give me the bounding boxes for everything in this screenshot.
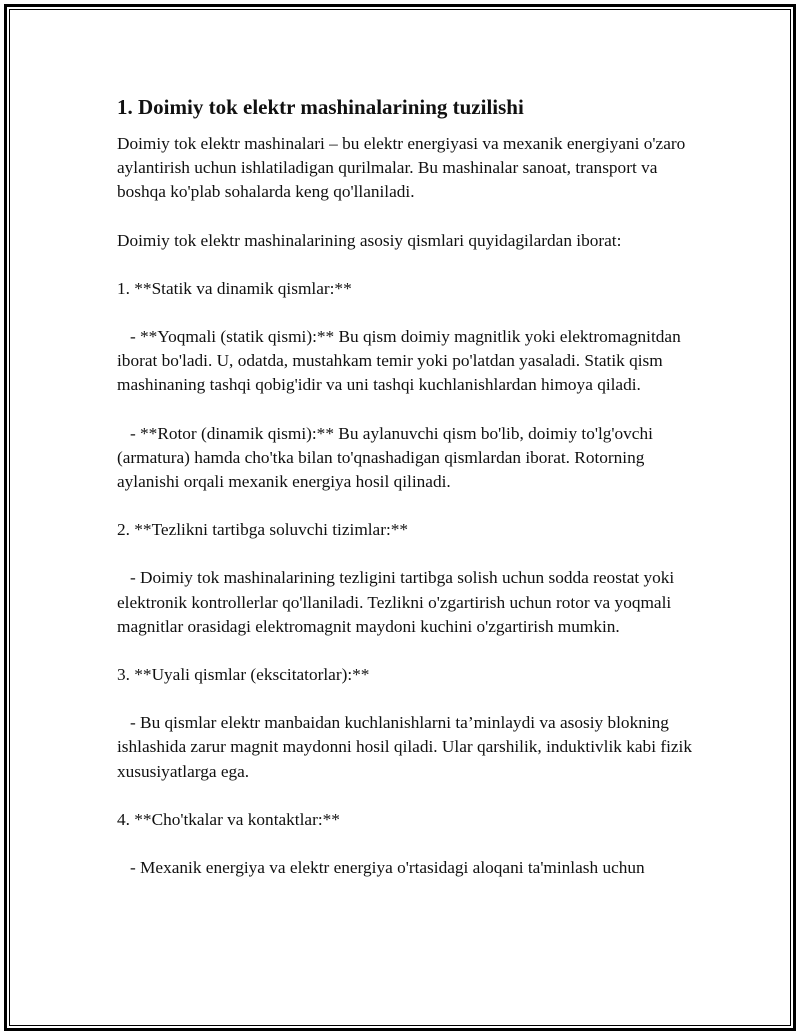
list-item-2-title: 2. **Tezlikni tartibga soluvchi tizimlar:** <box>117 520 409 540</box>
list-item-3-body: - Bu qismlar elektr manbaidan kuchlanishlarni ta’minlaydi va asosiy blokning ishlashida zarur magnit maydonni hosil qiladi. Ular qarshilik, induktivlik kabi fizik xususiyatlarga ega. <box>117 713 697 781</box>
list-item-1-rotor: - **Rotor (dinamik qismi):** Bu aylanuvchi qism bo'lib, doimiy to'lg'ovchi (armatura) hamda cho'tka bilan to'qnashadigan qismlardan iborat. Rotorning aylanishi orqali mexanik energiya hosil qilinadi. <box>117 423 658 492</box>
list-item-4-title: 4. **Cho'tkalar va kontaktlar:** <box>117 809 340 829</box>
paragraph-intro: Doimiy tok elektr mashinalari – bu elektr energiyasi va mexanik energiyani o'zaro aylantirish uchun ishlatiladigan qurilmalar. Bu mashinalar sanoat, transport va boshqa ko'plab sohalarda keng qo'llaniladi. <box>117 134 690 202</box>
list-item-2-body: - Doimiy tok mashinalarining tezligini tartibga solish uchun sodda reostat yoki elektronik kontrollerlar qo'llaniladi. Tezlikni o'zgartirish uchun rotor va yoqmali magnitlar orasidagi elektromagnit maydoni kuchini o'zgartirish mumkin. <box>117 568 679 636</box>
paragraph-parts-intro: Doimiy tok elektr mashinalarining asosiy qismlari quyidagilardan iborat: <box>117 230 622 250</box>
list-item-1-title: 1. **Statik va dinamik qismlar:** <box>117 278 352 298</box>
list-item-1-stator: - **Yoqmali (statik qismi):** Bu qism doimiy magnitlik yoki elektromagnitdan iborat bo'ladi. U, odatda, mustahkam temir yoki po'latdan yasaladi. Statik qism mashinaning tashqi qobig'idir va uni tashqi kuchlanishlardan himoya qiladi. <box>117 327 686 395</box>
document-body <box>117 93 697 904</box>
list-item-4-body: - Mexanik energiya va elektr energiya o'rtasidagi aloqani ta'minlash uchun <box>117 858 645 878</box>
list-item-3-title: 3. **Uyali qismlar (ekscitatorlar):** <box>117 665 370 685</box>
section-heading: 1. Doimiy tok elektr mashinalarining tuzilishi <box>117 95 524 119</box>
